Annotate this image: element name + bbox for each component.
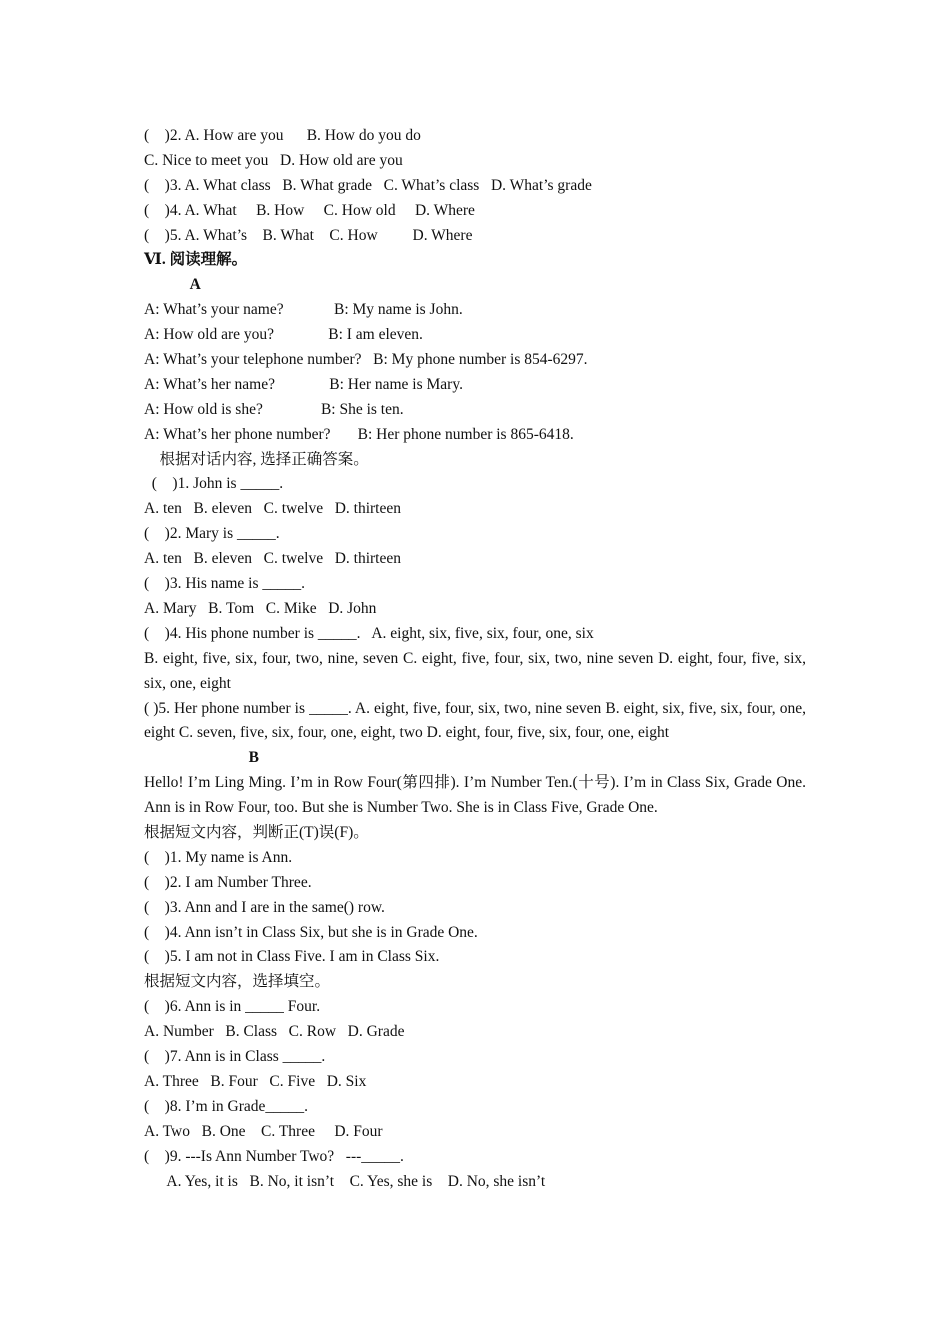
dialogue-line: A: What’s your name? B: My name is John.: [144, 301, 463, 319]
b-question-5: ( )5. I am not in Class Five. I am in Class Six.: [144, 948, 440, 966]
dialogue-line: A: What’s her name? B: Her name is Mary.: [144, 375, 463, 393]
a-question-5: ( )5. Her phone number is _____. A. eight, five, four, six, two, nine seven B. eight, six, five, six, four, one, eight C. seven, five, six, four, one, eight, two D. eight, four, five, six, four, one, eight: [144, 699, 806, 742]
part-b-heading: B: [144, 749, 259, 767]
section-heading-reading: Ⅵ. 阅读理解。: [144, 251, 248, 269]
question-2-options: C. Nice to meet you D. How old are you: [144, 151, 403, 169]
document-page: [144, 124, 806, 1194]
instruction-true-false: 根据短文内容，判断正(T)误(F)。: [144, 824, 369, 842]
instruction-a: 根据对话内容, 选择正确答案。: [144, 450, 369, 468]
b-question-9-options: A. Yes, it is B. No, it isn’t C. Yes, she is D. No, she isn’t: [144, 1172, 546, 1190]
dialogue-line: A: How old is she? B: She is ten.: [144, 400, 404, 418]
a-question-1-options: A. ten B. eleven C. twelve D. thirteen: [144, 500, 401, 518]
dialogue-line: A: What’s your telephone number? B: My phone number is 854-6297.: [144, 351, 588, 369]
a-question-3: ( )3. His name is _____.: [144, 575, 306, 593]
a-question-3-options: A. Mary B. Tom C. Mike D. John: [144, 599, 377, 617]
question-3-line: ( )3. A. What class B. What grade C. What’s class D. What’s grade: [144, 176, 592, 194]
part-a-heading: A: [144, 276, 201, 294]
b-question-2: ( )2. I am Number Three.: [144, 873, 312, 891]
passage-b: Hello! I’m Ling Ming. I’m in Row Four(第四排). I’m Number Ten.(十号). I’m in Class Six, Grade One. Ann is in Row Four, too. But she is Number Two. She is in Class Five, Grade One.: [144, 774, 806, 817]
a-question-4-options: B. eight, five, six, four, two, nine, seven C. eight, five, four, six, two, nine seven D. eight, four, five, six, six, one, eight: [144, 649, 806, 692]
b-question-6-options: A. Number B. Class C. Row D. Grade: [144, 1023, 405, 1041]
question-4-line: ( )4. A. What B. How C. How old D. Where: [144, 201, 475, 219]
a-question-4: ( )4. His phone number is _____. A. eight, six, five, six, four, one, six: [144, 624, 594, 642]
a-question-2: ( )2. Mary is _____.: [144, 525, 280, 543]
b-question-6: ( )6. Ann is in _____ Four.: [144, 998, 321, 1016]
b-question-4: ( )4. Ann isn’t in Class Six, but she is in Grade One.: [144, 923, 478, 941]
b-question-7-options: A. Three B. Four C. Five D. Six: [144, 1072, 367, 1090]
dialogue-line: A: What’s her phone number? B: Her phone number is 865-6418.: [144, 425, 574, 443]
a-question-2-options: A. ten B. eleven C. twelve D. thirteen: [144, 550, 401, 568]
b-question-7: ( )7. Ann is in Class _____.: [144, 1048, 326, 1066]
dialogue-line: A: How old are you? B: I am eleven.: [144, 326, 423, 344]
b-question-1: ( )1. My name is Ann.: [144, 848, 293, 866]
instruction-fill: 根据短文内容，选择填空。: [144, 973, 331, 991]
b-question-9: ( )9. ---Is Ann Number Two? ---_____.: [144, 1147, 404, 1165]
question-5-line: ( )5. A. What’s B. What C. How D. Where: [144, 226, 473, 244]
b-question-8: ( )8. I’m in Grade_____.: [144, 1097, 308, 1115]
question-2-line: ( )2. A. How are you B. How do you do: [144, 127, 421, 144]
b-question-3: ( )3. Ann and I are in the same() row.: [144, 898, 385, 916]
b-question-8-options: A. Two B. One C. Three D. Four: [144, 1122, 383, 1140]
a-question-1: ( )1. John is _____.: [144, 475, 284, 493]
